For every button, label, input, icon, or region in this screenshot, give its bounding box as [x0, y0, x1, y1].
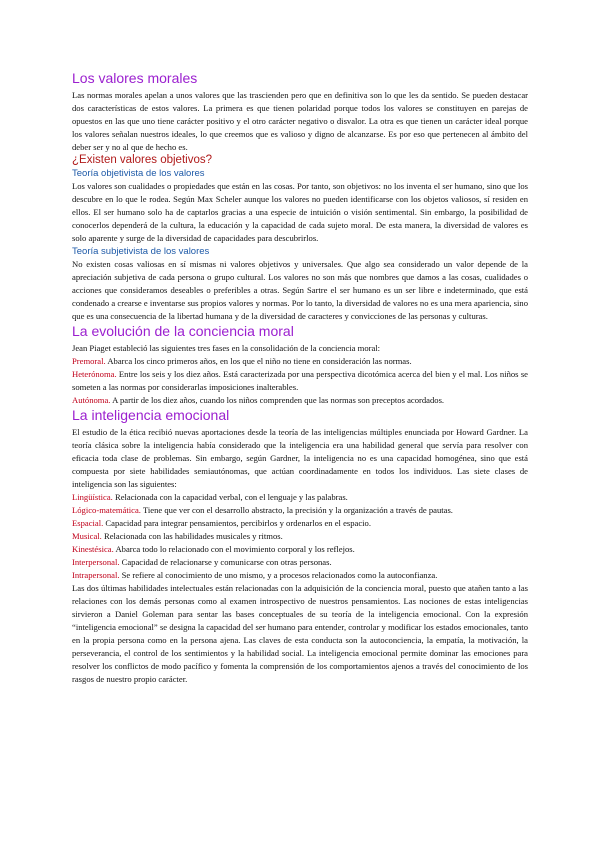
type-term: Musical. [72, 531, 102, 541]
type-term: Kinestésica. [72, 544, 114, 554]
evolucion-intro-paragraph: Jean Piaget estableció las siguientes tres fases en la consolidación de la conciencia moral: [72, 343, 381, 353]
type-text: Relacionada con las habilidades musicales y ritmos. [101, 531, 283, 541]
type-text: Tiene que ver con el desarrollo abstracto, la precisión y la organización a través de pautas. [140, 505, 453, 515]
subtitle-valores-objetivos: ¿Existen valores objetivos? [72, 154, 212, 166]
type-text: Capacidad para integrar pensamientos, percibirlos y ordenarlos en el espacio. [103, 518, 372, 528]
phase-text: Entre los seis y los diez años. Está caracterizada por una perspectiva dicotómica acerca del bien y el mal. Los niños se someten a las normas por considerarlas imposiciones inalterables. [72, 369, 528, 392]
phase-term: Premoral. [72, 356, 106, 366]
type-term: Lingüística. [72, 492, 113, 502]
type-interpersonal [72, 556, 528, 569]
type-espacial [72, 517, 528, 530]
type-linguistica [72, 491, 528, 504]
inteligencia-closing-paragraph: Las dos últimas habilidades intelectuales están relacionadas con la adquisición de la conciencia moral, puesto que atañen tanto a las relaciones con los demás personas como al examen introspectivo de nuestros pensamientos. Las nociones de estas inteligencias sirvieron a Daniel Goleman para sentar las bases conceptuales de su teoría de la inteligencia emocional. Con la expresión “inteligencia emocional” se designa la capacidad del ser humano para entender, controlar y modificar los estados emocionales, tanto en la propia persona como en la persona ajena. Las claves de esta conducta son la autoconciencia, la empatía, la motivación, la perseverancia, el control de los sentimientos y la habilidad social. La inteligencia emocional permite dominar las emociones para resolver los conflictos de modo pacífico y fomenta la comprensión de los comportamientos ajenos a través del conocimiento de los rasgos de nuestro propio carácter. [72, 583, 528, 684]
phase-term: Heterónoma. [72, 369, 117, 379]
heading-teoria-objetivista: Teoría objetivista de los valores [72, 168, 205, 179]
phase-autonoma [72, 394, 528, 407]
type-term: Intrapersonal. [72, 570, 120, 580]
type-term: Lógico-matemática. [72, 505, 141, 515]
phase-text: A partir de los diez años, cuando los niños comprenden que las normas son preceptos acordados. [110, 395, 445, 405]
type-term: Espacial. [72, 518, 104, 528]
phase-term: Autónoma. [72, 395, 111, 405]
section-title-inteligencia-emocional: La inteligencia emocional [72, 407, 230, 423]
section-title-evolucion-conciencia: La evolución de la conciencia moral [72, 323, 294, 339]
inteligencia-intro-paragraph: El estudio de la ética recibió nuevas aportaciones desde la teoría de las inteligencias múltiples enunciada por Howard Gardner. La teoría clásica sobre la inteligencia había considerado que la inteligencia era una habilidad general que servía para resolver con eficacia toda clase de problemas. Sin embargo, según Gardner, la inteligencia no es una capacidad homogénea, sino que está compuesta por siete habilidades semiautónomas, que actúan coordinadamente en todos los individuos. Las siete clases de inteligencia son las siguientes: [72, 427, 528, 489]
type-text: Relacionada con la capacidad verbal, con el lenguaje y las palabras. [112, 492, 348, 502]
phase-heteronoma [72, 368, 528, 394]
type-musical [72, 530, 528, 543]
valores-intro-paragraph: Las normas morales apelan a unos valores que las trascienden pero que en definitiva son lo que les da sentido. Se pueden destacar dos características de estos valores. La primera es que tienen polaridad porque todos los valores se constituyen en parejas de opuestos en las que uno tiene carácter positivo y el otro carácter negativo o disvalor. La otra es que tienen un carácter ideal porque los valores señalan nuestros ideales, lo que creemos que es valioso y digno de alcanzarse. Es por eso que pertenecen al ámbito del deber ser y no al que de hecho es. [72, 90, 528, 152]
type-intrapersonal [72, 569, 528, 582]
heading-teoria-subjetivista: Teoría subjetivista de los valores [72, 246, 210, 257]
type-kinestesica [72, 543, 528, 556]
type-text: Capacidad de relacionarse y comunicarse con otras personas. [119, 557, 332, 567]
subjetivista-paragraph: No existen cosas valiosas en sí mismas ni valores objetivos y universales. Que algo sea considerado un valor depende de la apreciación subjetiva de cada persona o grupo cultural. Los valores no son más que nombres que damos a las cosas, cualidades o acciones que consideramos deseables o preferibles a otras. Según Sartre el ser humano es un ser libre e indeterminado, que está condenado a crearse e inventarse sus propios valores y normas. Por lo tanto, la diversidad de valores no es una mera apariencia, sino que es una consecuencia de la libertad humana y de la diversidad de caracteres y convicciones de las personas y culturas. [72, 259, 528, 321]
phase-premoral [72, 355, 528, 368]
type-term: Interpersonal. [72, 557, 120, 567]
type-logico-matematica [72, 504, 528, 517]
objetivista-paragraph: Los valores son cualidades o propiedades que están en las cosas. Por tanto, son objetivos: no los inventa el ser humano, sino que los descubre en lo que le rodea. Según Max Scheler aunque los valores no pueden identificarse con los objetos valiosos, sí residen en ellos. El ser humano solo ha de captarlos gracias a una especie de intuición o visión sentimental. Sin embargo, la posibilidad de conocerlos dependerá de la cultura, la educación y la capacidad de cada sujeto moral. De esta manera, la diversidad de valores es solo aparente y surge de la diversidad de capacidades para descubrirlos. [72, 181, 528, 243]
type-text: Se refiere al conocimiento de uno mismo, y a procesos relacionados como la autoconfianza. [119, 570, 438, 580]
phase-text: Abarca los cinco primeros años, en los que el niño no tiene en consideración las normas. [105, 356, 412, 366]
section-title-valores-morales: Los valores morales [72, 70, 198, 86]
type-text: Abarca todo lo relacionado con el movimiento corporal y los reflejos. [113, 544, 355, 554]
